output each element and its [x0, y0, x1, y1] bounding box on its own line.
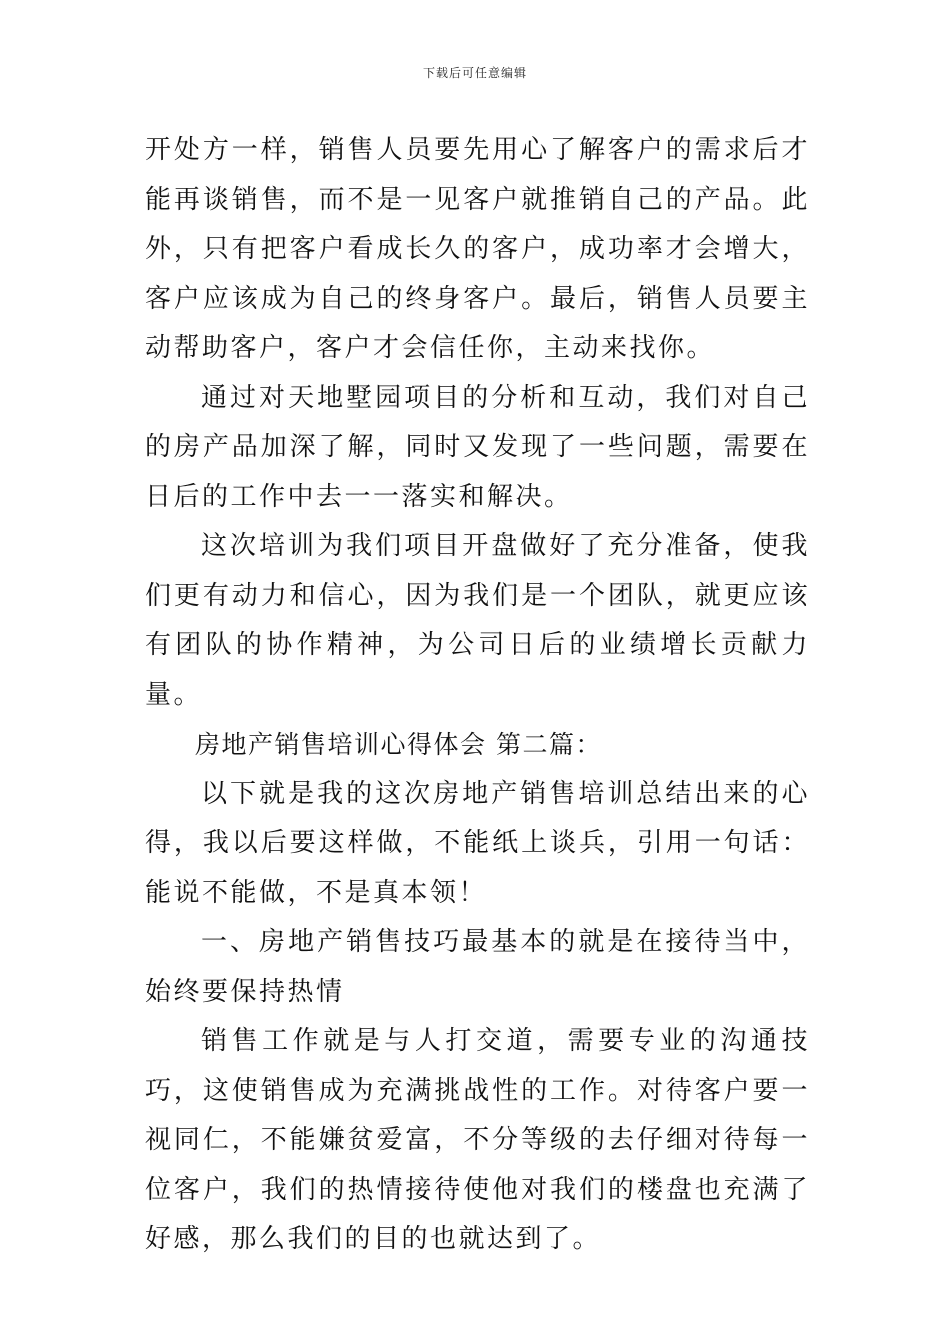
document-body: [145, 126, 810, 1265]
paragraph-sales-work: 销售工作就是与人打交道，需要专业的沟通技巧，这使销售成为充满挑战性的工作。对待客户要一视同仁，不能嫌贫爱富，不分等级的去仔细对待每一位客户，我们的热情接待使他对我们的楼盘也充满了好感，那么我们的目的也就达到了。: [145, 1026, 810, 1254]
paragraph-continuation: 开处方一样，销售人员要先用心了解客户的需求后才能再谈销售，而不是一见客户就推销自己的产品。此外，只有把客户看成长久的客户，成功率才会增大，客户应该成为自己的终身客户。最后，销售人员要主动帮助客户，客户才会信任你，主动来找你。: [145, 135, 810, 363]
section-heading: 房地产销售培训心得体会 第二篇：: [195, 730, 602, 759]
paragraph-point-one: 一、房地产销售技巧最基本的就是在接待当中，始终要保持热情: [145, 927, 810, 1007]
page-header: 下载后可任意编辑: [422, 66, 527, 80]
paragraph-project-analysis: 通过对天地墅园项目的分析和互动，我们对自己的房产品加深了解，同时又发现了一些问题，需要在日后的工作中去一一落实和解决。: [145, 382, 810, 512]
paragraph-training-summary: 这次培训为我们项目开盘做好了充分准备，使我们更有动力和信心，因为我们是一个团队，就更应该有团队的协作精神，为公司日后的业绩增长贡献力量。: [145, 531, 810, 710]
paragraph-intro: 以下就是我的这次房地产销售培训总结出来的心得，我以后要这样做，不能纸上谈兵，引用一句话：能说不能做，不是真本领！: [145, 778, 810, 908]
